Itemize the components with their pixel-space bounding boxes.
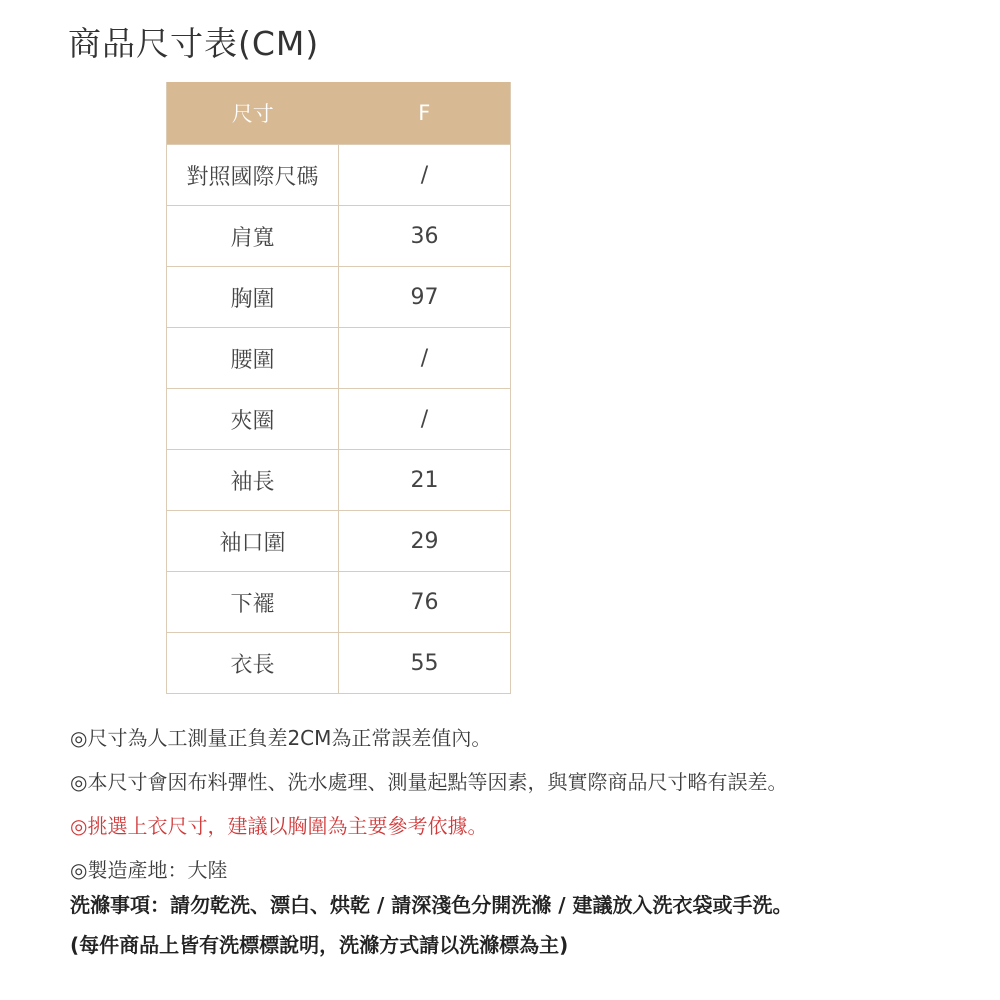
table-row	[167, 267, 511, 328]
table-row	[167, 328, 511, 389]
row-value: /	[339, 389, 511, 450]
row-value: 36	[339, 206, 511, 267]
row-label: 下襬	[167, 572, 339, 633]
row-label: 夾圈	[167, 389, 339, 450]
table-row	[167, 572, 511, 633]
note-chest-reference: ◎挑選上衣尺寸，建議以胸圍為主要參考依據。	[70, 814, 488, 838]
header-size-label: 尺寸	[167, 82, 339, 145]
size-notes	[70, 716, 990, 892]
row-value: 76	[339, 572, 511, 633]
table-row	[167, 206, 511, 267]
table-row	[167, 450, 511, 511]
care-line-label-note: (每件商品上皆有洗標標說明，洗滌方式請以洗滌標為主)	[70, 933, 569, 957]
row-label: 衣長	[167, 633, 339, 694]
table-row	[167, 389, 511, 450]
note-origin: ◎製造產地：大陸	[70, 858, 228, 882]
row-label: 胸圍	[167, 267, 339, 328]
table-row	[167, 511, 511, 572]
row-label: 對照國際尺碼	[167, 145, 339, 206]
row-value: 97	[339, 267, 511, 328]
header-size-f: F	[339, 82, 511, 145]
size-table	[166, 82, 511, 694]
table-row	[167, 145, 511, 206]
row-value: 29	[339, 511, 511, 572]
table-row	[167, 633, 511, 694]
row-value: 55	[339, 633, 511, 694]
row-label: 腰圍	[167, 328, 339, 389]
row-label: 袖長	[167, 450, 339, 511]
row-label: 肩寬	[167, 206, 339, 267]
care-instructions	[70, 885, 990, 965]
care-line-wash: 洗滌事項：請勿乾洗、漂白、烘乾 / 請深淺色分開洗滌 / 建議放入洗衣袋或手洗。	[70, 893, 793, 917]
note-measurement-tolerance: ◎尺寸為人工測量正負差2CM為正常誤差值內。	[70, 726, 492, 750]
page-title: 商品尺寸表(CM)	[68, 24, 320, 63]
table-header-row	[167, 82, 511, 145]
row-value: 21	[339, 450, 511, 511]
note-fabric-variance: ◎本尺寸會因布料彈性、洗水處理、測量起點等因素，與實際商品尺寸略有誤差。	[70, 770, 788, 794]
row-value: /	[339, 145, 511, 206]
row-value: /	[339, 328, 511, 389]
row-label: 袖口圍	[167, 511, 339, 572]
